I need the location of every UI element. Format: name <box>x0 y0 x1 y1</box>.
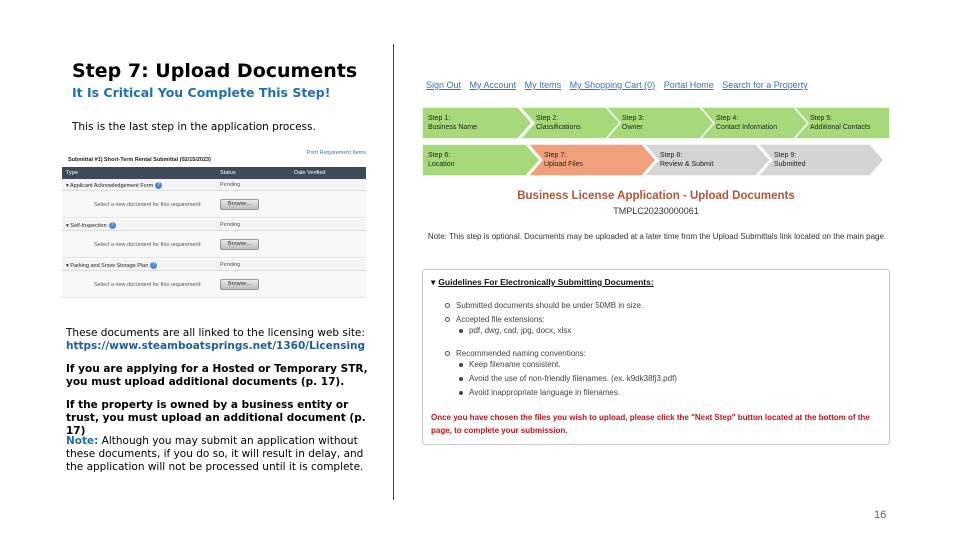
browse-button[interactable]: Browse... <box>220 199 259 210</box>
step-number: Step 7: <box>544 152 567 159</box>
step-number: Step 9: <box>774 152 797 159</box>
guideline-subitem <box>459 360 561 369</box>
step-label-8 <box>660 151 713 169</box>
requirement-status: Pending <box>220 222 241 228</box>
requirement-name: Applicant Acknowledgement Form <box>70 182 154 189</box>
select-document-label: Select a new document for this requirement: <box>94 242 202 248</box>
submission-note <box>66 435 376 474</box>
select-document-label: Select a new document for this requirement: <box>94 202 202 208</box>
step-title: Owner <box>622 124 643 131</box>
guidelines-panel <box>422 269 890 445</box>
caret-down-icon: ▾ <box>66 182 70 189</box>
note-body: Although you may submit an application without these documents, if you do so, it will result in delay, and the application will not be processed until it is complete. <box>66 435 364 473</box>
step-label-1 <box>428 114 477 132</box>
help-icon[interactable]: ? <box>150 262 157 269</box>
bullet-icon <box>445 303 450 308</box>
guideline-text: Keep filename consistent. <box>469 360 561 369</box>
step-title: Review & Submit <box>660 161 714 168</box>
step-number: Step 5: <box>810 115 833 122</box>
slide-title: Step 7: Upload Documents <box>72 60 358 82</box>
requirement-upload-row <box>62 191 366 218</box>
step-title: Classifications <box>536 124 581 131</box>
step-title: Contact Information <box>716 124 778 131</box>
bullet-icon <box>459 363 463 367</box>
browse-button[interactable]: Browse... <box>220 279 259 290</box>
select-document-label: Select a new document for this requirement: <box>94 282 202 288</box>
guideline-text: Avoid inappropriate language in filenames. <box>469 388 621 397</box>
linked-sentence: These documents are all linked to the licensing web site: <box>66 327 365 339</box>
column-status: Status <box>220 170 236 176</box>
search-property-link[interactable]: Search for a Property <box>722 80 808 90</box>
help-icon[interactable]: ? <box>109 222 116 229</box>
step-number: Step 8: <box>660 152 683 159</box>
step-label-4 <box>716 114 777 132</box>
optional-step-note: Note: This step is optional. Documents may be uploaded at a later time from the Upload Submittals link located on the main page. <box>427 232 887 241</box>
guideline-item <box>445 301 643 310</box>
requirement-upload-row <box>62 271 366 298</box>
requirements-table-header <box>62 167 366 179</box>
print-requirement-items-link[interactable]: Print Requirement Items <box>306 150 366 156</box>
step-number: Step 3: <box>622 115 645 122</box>
browse-button[interactable]: Browse... <box>220 239 259 250</box>
guideline-text: Accepted file extensions: <box>456 315 545 324</box>
shopping-cart-link[interactable]: My Shopping Cart (0) <box>569 80 656 90</box>
guidelines-title-text: Guidelines For Electronically Submitting Documents: <box>438 277 654 287</box>
hosted-str-note: If you are applying for a Hosted or Temporary STR, you must upload additional documents (p. 17). <box>66 363 368 388</box>
application-id: TMPLC20230000061 <box>613 206 699 216</box>
requirement-row[interactable] <box>62 179 366 191</box>
step-label-9 <box>774 151 806 169</box>
guideline-text: Recommended naming conventions: <box>456 349 586 358</box>
application-title: Business License Application - Upload Documents <box>517 190 795 202</box>
caret-down-icon: ▾ <box>431 277 436 287</box>
column-date-verified: Date Verified <box>294 170 326 176</box>
caret-down-icon: ▾ <box>66 222 71 229</box>
page-number: 16 <box>874 509 887 521</box>
guideline-subitem <box>459 326 571 335</box>
column-divider <box>393 44 394 500</box>
step-label-6 <box>428 151 454 169</box>
my-account-link[interactable]: My Account <box>469 80 517 90</box>
note-label: Note: <box>66 435 99 447</box>
step-label-3 <box>622 114 644 132</box>
licensing-link-paragraph <box>66 327 376 353</box>
slide-subtitle: It Is Critical You Complete This Step! <box>72 85 331 100</box>
guidelines-title[interactable] <box>431 277 654 288</box>
requirement-name: Parking and Snow Storage Plan <box>70 262 149 269</box>
guideline-text: Submitted documents should be under 50MB in size. <box>456 301 644 310</box>
requirement-name: Self-Inspection <box>70 222 107 229</box>
bullet-icon <box>445 317 450 322</box>
step-label-7 <box>544 151 583 169</box>
step-label-2 <box>536 114 581 132</box>
bullet-icon <box>459 377 463 381</box>
requirement-upload-row <box>62 231 366 258</box>
guideline-item <box>445 315 545 324</box>
step-label-5 <box>810 114 870 132</box>
guideline-subitem <box>459 374 677 383</box>
requirement-row[interactable] <box>62 219 366 231</box>
sign-out-link[interactable]: Sign Out <box>426 80 462 90</box>
portal-home-link[interactable]: Portal Home <box>663 80 714 90</box>
next-step-warning: Once you have chosen the files you wish to upload, please click the "Next Step" button located at the bottom of the page, to complete your submission. <box>431 413 870 435</box>
my-items-link[interactable]: My Items <box>524 80 562 90</box>
requirement-status: Pending <box>220 182 241 188</box>
guideline-item <box>445 349 586 358</box>
step-number: Step 6: <box>428 152 451 159</box>
intro-text: This is the last step in the application process. <box>72 121 316 133</box>
step-number: Step 2: <box>536 115 559 122</box>
guideline-text: Avoid the use of non-friendly filenames. (ex. k9dk38fj3.pdf) <box>469 374 677 383</box>
submittal-title: Submittal #1) Short-Term Rental Submittal (02/15/2023) <box>68 157 211 163</box>
column-type: Type <box>66 170 78 176</box>
step-title: Location <box>428 161 455 168</box>
step-number: Step 1: <box>428 115 451 122</box>
guideline-text: pdf, dwg, cad, jpg, docx, xlsx <box>469 326 572 335</box>
bullet-icon <box>459 329 463 333</box>
requirement-row[interactable] <box>62 259 366 271</box>
guideline-subitem <box>459 388 620 397</box>
caret-down-icon: ▾ <box>66 262 71 269</box>
help-icon[interactable]: ? <box>155 182 162 189</box>
step-title: Additional Contacts <box>810 124 871 131</box>
bullet-icon <box>459 391 463 395</box>
step-title: Upload Files <box>544 161 583 168</box>
requirement-status: Pending <box>220 262 241 268</box>
step-title: Business Name <box>428 124 478 131</box>
step-number: Step 4: <box>716 115 739 122</box>
requirements-panel-screenshot <box>62 147 366 299</box>
licensing-url-link[interactable]: https://www.steamboatsprings.net/1360/Licensing <box>66 340 366 352</box>
business-entity-note: If the property is owned by a business entity or trust, you must upload an additional document (p. 17) <box>66 399 366 437</box>
bullet-icon <box>445 351 450 356</box>
step-title: Submitted <box>774 161 806 168</box>
portal-top-links <box>426 80 814 90</box>
